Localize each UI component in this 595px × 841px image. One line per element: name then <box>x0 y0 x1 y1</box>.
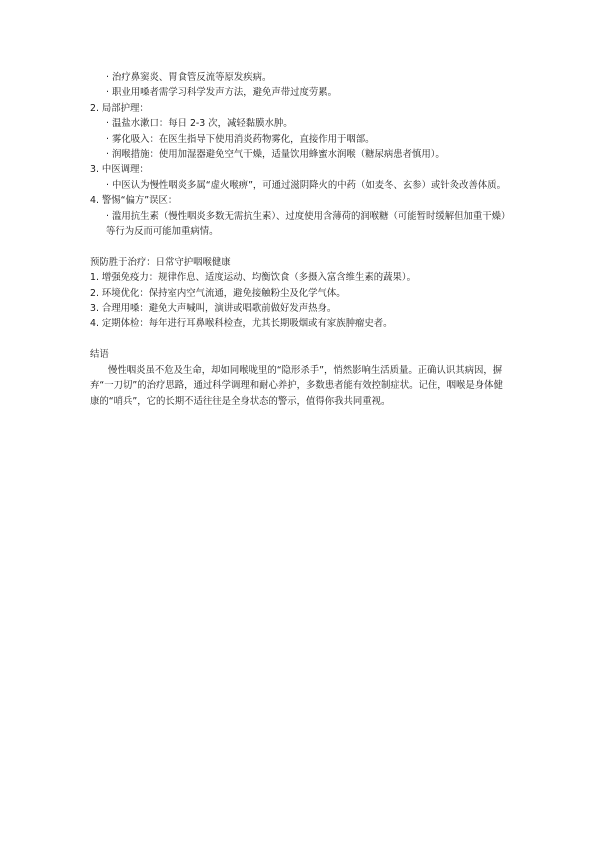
prevention-item-environment: 2. 环境优化：保持室内空气流通，避免接触粉尘及化学气体。 <box>90 287 346 299</box>
document-page <box>90 70 508 409</box>
conclusion-paragraph: 慢性咽炎虽不危及生命，却如同喉咙里的“隐形杀手”，悄然影响生活质量。正确认识其病因，摒弃“一刀切”的治疗思路，通过科学调理和耐心养护，多数患者能有效控制症状。记住，咽喉是身体健康的“哨兵”，它的长期不适往往是全身状态的警示，值得你我共同重视。 <box>90 364 503 407</box>
section-heading-tcm: 3. 中医调理： <box>90 164 149 176</box>
section-heading-folk-remedy: 4. 警惕“偏方”误区： <box>90 195 178 207</box>
conclusion-title: 结语 <box>90 349 109 361</box>
bullet-throat-moisturize: · 润喉措施：使用加湿器避免空气干燥，适量饮用蜂蜜水润喉（糖尿病患者慎用）。 <box>106 149 445 161</box>
spacer <box>90 239 508 254</box>
bullet-nebulization: · 雾化吸入：在医生指导下使用消炎药物雾化，直接作用于咽部。 <box>106 133 375 145</box>
bullet-folk-remedy: · 滥用抗生素（慢性咽炎多数无需抗生素）、过度使用含薄荷的润喉糖（可能暂时缓解但加重干燥）等行为反而可能加重病情。 <box>106 210 506 238</box>
spacer <box>90 332 508 347</box>
bullet-treat-primary: · 治疗鼻窦炎、胃食管反流等原发疾病。 <box>106 72 272 83</box>
bullet-tcm: · 中医认为慢性咽炎多属“虚火喉痹”，可通过滋阴降火的中药（如麦冬、玄参）或针灸改善体质。 <box>106 179 507 191</box>
bullet-salt-rinse: · 温盐水漱口：每日 2-3 次，减轻黏膜水肿。 <box>106 118 293 130</box>
section-heading-local-care: 2. 局部护理： <box>90 102 149 114</box>
prevention-item-immunity: 1. 增强免疫力：规律作息、适度运动、均衡饮食（多摄入富含维生素的蔬果）。 <box>90 272 416 284</box>
prevention-title: 预防胜于治疗：日常守护咽喉健康 <box>90 256 231 268</box>
prevention-item-checkup: 4. 定期体检：每年进行耳鼻喉科检查，尤其长期吸烟或有家族肿瘤史者。 <box>90 318 393 330</box>
prevention-item-voice: 3. 合理用嗓：避免大声喊叫，演讲或唱歌前做好发声热身。 <box>90 303 337 315</box>
bullet-voice-method: · 职业用嗓者需学习科学发声方法，避免声带过度劳累。 <box>106 87 337 99</box>
